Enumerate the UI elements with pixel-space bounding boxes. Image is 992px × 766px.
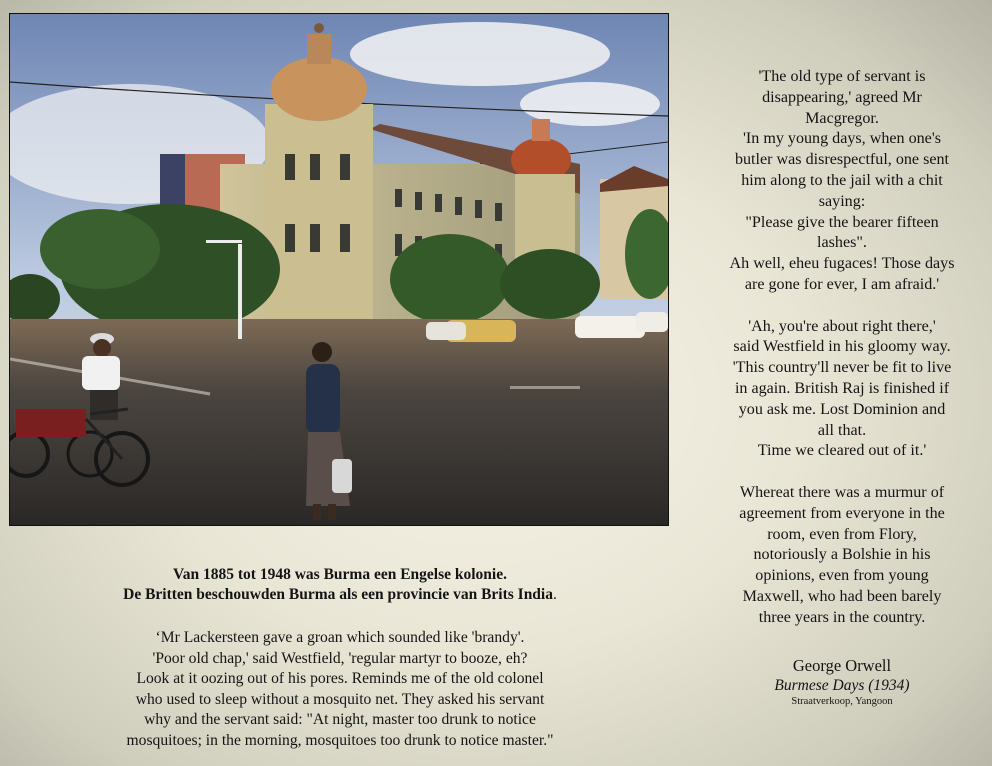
quote-right-line: butler was disrespectful, one sent: [734, 151, 950, 169]
photo-caption: Straatverkoop, Yangoon: [791, 696, 893, 707]
book-title: Burmese Days (1934): [774, 677, 910, 694]
quote-right-line: notoriously a Bolshie in his: [753, 546, 931, 564]
quote-right-line: disappearing,' agreed Mr: [762, 88, 922, 106]
quote-right-line: "Please give the bearer fifteen: [745, 213, 939, 231]
quote-right: [692, 67, 992, 629]
quote-right-line: 'Ah, you're about right there,': [748, 317, 936, 335]
attribution: [692, 655, 992, 709]
quote-right-line: Time we cleared out of it.': [757, 442, 927, 460]
intro-text: [10, 565, 670, 605]
quote-right-line: you ask me. Lost Dominion and: [738, 400, 946, 418]
quote-right-line: 'This country'll never be fit to live: [732, 359, 952, 377]
quote-right-line: said Westfield in his gloomy way.: [733, 338, 951, 356]
quote-right-line: opinions, even from young: [755, 567, 929, 585]
quote-left-line: who used to sleep without a mosquito net. They asked his servant: [135, 690, 545, 708]
quote-left-line: why and the servant said: "At night, master too drunk to notice: [144, 711, 536, 729]
quote-left-line: 'Poor old chap,' said Westfield, 'regular martyr to booze, eh?: [152, 649, 528, 667]
quote-left: [10, 628, 670, 752]
street-photo: [9, 13, 669, 526]
author-name: George Orwell: [792, 656, 892, 675]
quote-right-line: lashes".: [817, 234, 867, 252]
quote-right-line: are gone for ever, I am afraid.': [744, 275, 940, 293]
quote-right-line: three years in the country.: [758, 608, 926, 626]
quote-right-line: all that.: [817, 421, 867, 439]
intro-line-2: De Britten beschouwden Burma als een provincie van Brits India.: [123, 586, 557, 603]
quote-right-line: room, even from Flory,: [767, 525, 917, 543]
intro-line-1: Van 1885 tot 1948 was Burma een Engelse kolonie.: [173, 566, 507, 583]
quote-right-line: in again. British Raj is finished if: [734, 379, 950, 397]
quote-left-line: mosquitoes; in the morning, mosquitoes too drunk to notice master.": [126, 731, 554, 749]
quote-right-line: Ah well, eheu fugaces! Those days: [729, 255, 955, 273]
paragraph-gap: [692, 462, 992, 483]
quote-right-line: him along to the jail with a chit: [741, 171, 943, 189]
quote-right-line: 'In my young days, when one's: [742, 130, 941, 148]
quote-right-line: Whereat there was a murmur of: [739, 483, 945, 501]
quote-right-line: agreement from everyone in the: [739, 504, 945, 522]
quote-right-line: saying:: [818, 192, 866, 210]
quote-right-line: Maxwell, who had been barely: [742, 587, 942, 605]
quote-right-line: Macgregor.: [805, 109, 879, 127]
paragraph-gap: [692, 296, 992, 317]
quote-left-line: ‘Mr Lackersteen gave a groan which sounded like 'brandy'.: [155, 629, 525, 646]
quote-right-line: 'The old type of servant is: [758, 68, 926, 85]
quote-left-line: Look at it oozing out of his pores. Reminds me of the old colonel: [136, 670, 544, 688]
